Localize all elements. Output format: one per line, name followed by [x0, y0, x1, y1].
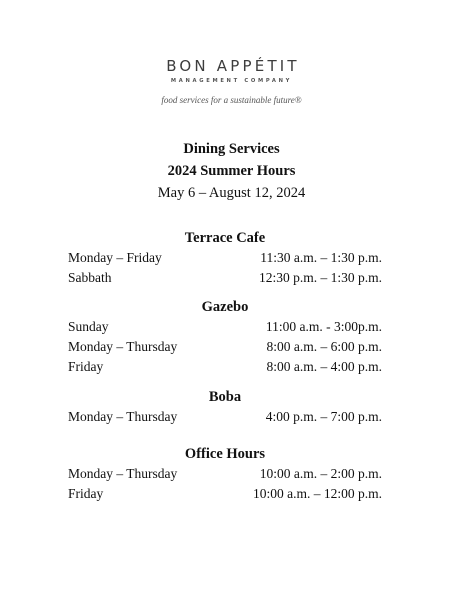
hours-row	[68, 337, 382, 357]
hours-row	[68, 268, 382, 288]
page-subtitle: 2024 Summer Hours	[167, 163, 296, 179]
section-title: Gazebo	[201, 299, 249, 315]
hours-row	[68, 484, 382, 504]
hours-time: 11:00 a.m. - 3:00p.m.	[265, 319, 382, 334]
hours-time: 8:00 a.m. – 4:00 p.m.	[266, 359, 382, 374]
hours-time: 4:00 p.m. – 7:00 p.m.	[265, 409, 382, 424]
bon-appetit-logo	[0, 58, 463, 105]
hours-row	[68, 317, 382, 337]
hours-day: Sunday	[68, 319, 109, 334]
section-title: Boba	[208, 389, 242, 405]
section-office-hours	[68, 444, 382, 504]
section-title: Office Hours	[184, 446, 266, 462]
hours-time: 8:00 a.m. – 6:00 p.m.	[266, 339, 382, 354]
section-title: Terrace Cafe	[184, 230, 266, 246]
logo-name: BON APPÉTIT	[166, 57, 300, 75]
hours-day: Friday	[68, 486, 104, 501]
title-block	[0, 138, 463, 204]
section-gazebo	[68, 297, 382, 377]
page-title: Dining Services	[183, 141, 280, 157]
hours-time: 12:30 p.m. – 1:30 p.m.	[258, 270, 382, 285]
hours-day: Monday – Thursday	[68, 409, 178, 424]
hours-row	[68, 407, 382, 427]
logo-tagline: food services for a sustainable future®	[161, 95, 302, 105]
hours-time: 10:00 a.m. – 12:00 p.m.	[253, 486, 382, 501]
hours-day: Friday	[68, 359, 104, 374]
hours-day: Monday – Friday	[68, 250, 162, 265]
date-range: May 6 – August 12, 2024	[157, 185, 306, 201]
hours-row	[68, 248, 382, 268]
hours-day: Monday – Thursday	[68, 466, 178, 481]
section-boba	[68, 387, 382, 427]
hours-row	[68, 464, 382, 484]
hours-day: Monday – Thursday	[68, 339, 178, 354]
logo-subtitle: MANAGEMENT COMPANY	[170, 78, 293, 84]
hours-row	[68, 357, 382, 377]
hours-time: 11:30 a.m. – 1:30 p.m.	[260, 250, 382, 265]
hours-time: 10:00 a.m. – 2:00 p.m.	[259, 466, 382, 481]
section-terrace-cafe	[68, 228, 382, 288]
hours-day: Sabbath	[68, 270, 112, 285]
